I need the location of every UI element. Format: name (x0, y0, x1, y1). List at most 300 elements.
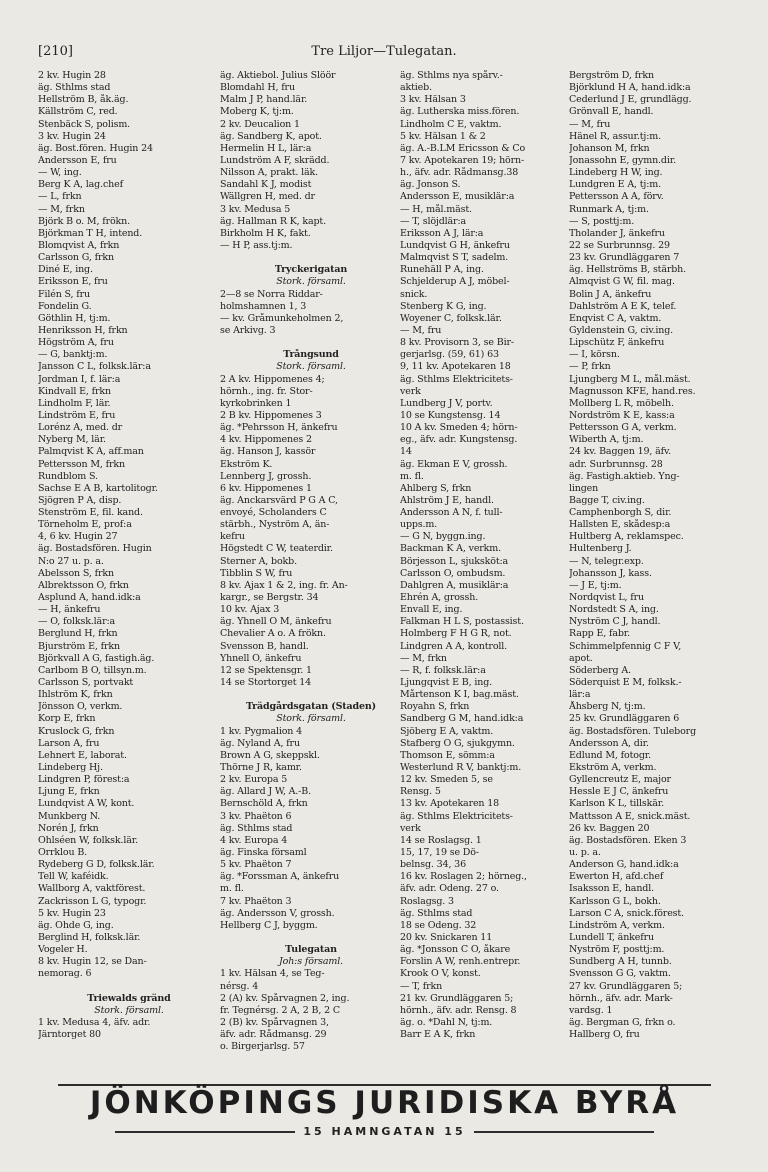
directory-entry: Schjelderup A J, möbel- (400, 276, 510, 288)
directory-entry: 4 kv. Europa 4 (220, 834, 288, 846)
spacer (220, 689, 402, 701)
directory-entry: 2 B kv. Hippomenes 3 (220, 409, 322, 421)
street-heading: Tryckerigatan (274, 264, 348, 276)
directory-entry: äg. Finska församl (220, 847, 307, 858)
directory-entry: Rydeberg G D, folksk.lär. (38, 859, 155, 871)
directory-entry: — P, frkn (569, 361, 611, 373)
parish-label: Stork. församl. (94, 1004, 164, 1016)
directory-entry: — kv. Gråmunkeholmen 2, (220, 312, 344, 324)
directory-entry: 2 kv. Europa 5 (220, 774, 288, 786)
directory-entry: Wallborg A, vaktförest. (38, 883, 146, 895)
parish-label: Stork. församl. (276, 361, 346, 373)
directory-entry: Berg K A, lag.chef (38, 179, 123, 191)
directory-entry: Bolin J A, änkefru (569, 288, 652, 300)
directory-entry: 8 kv. Hugin 12, se Dan- (38, 956, 147, 968)
directory-entry: aktieb. (400, 82, 432, 94)
directory-entry: Nilsson A, prakt. läk. (220, 167, 318, 179)
directory-entry: Runehäll P A, ing. (400, 264, 484, 276)
directory-entry: 3 kv. Hugin 24 (38, 130, 106, 142)
directory-entry: Berglund H, frkn (38, 628, 118, 640)
directory-entry: Lehnert E, laborat. (38, 749, 127, 761)
directory-entry: Palmqvist K A, aff.man (38, 446, 144, 458)
directory-entry: Björklund H A, hand.idk:a (569, 82, 691, 94)
directory-entry: Högstedt C W, teaterdir. (220, 543, 333, 555)
directory-entry: Svensson B, handl. (220, 640, 309, 652)
directory-entry: Lennberg J, grossh. (220, 470, 312, 482)
parish-label: Stork. församl. (276, 276, 346, 288)
directory-entry: Asplund A, hand.idk:a (38, 592, 141, 604)
directory-entry: Nordstedt S A, ing. (569, 604, 659, 616)
directory-entry: kyrkobrinken 1 (220, 397, 292, 409)
directory-columns (38, 70, 768, 1072)
directory-entry: Orrklou B. (38, 847, 88, 858)
directory-entry: 5 kv. Hälsan 1 & 2 (400, 130, 486, 142)
directory-entry: Moberg K, tj:m. (220, 106, 294, 118)
directory-entry: Johanson M, frkn (569, 142, 650, 154)
directory-entry: 6 kv. Hippomenes 1 (220, 482, 312, 494)
directory-entry: 3 kv. Hälsan 3 (400, 94, 466, 106)
directory-entry: 25 kv. Grundläggaren 6 (569, 713, 680, 725)
directory-entry: Börjesson L, sjuksköt:a (400, 555, 509, 567)
directory-entry: äg. Allard J W, A.-B. (220, 786, 311, 798)
directory-entry: Edlund M, fotogr. (569, 749, 651, 761)
directory-entry: äg. Bostadsfören. Hugin (38, 543, 152, 555)
directory-entry: äg. Andersson V, grossh. (220, 907, 335, 919)
directory-entry: Thörne J R, kamr. (220, 762, 302, 774)
directory-entry: — M, frkn (38, 203, 85, 215)
directory-entry: äg. *Forssman A, änkefru (220, 871, 340, 883)
directory-entry: Magnusson KFE, hand.res. (569, 385, 696, 397)
directory-entry: gerjarlsg. (59, 61) 63 (400, 349, 499, 361)
directory-entry: Fondelin G. (38, 300, 92, 312)
directory-entry: äg. Hallman R K, kapt. (220, 215, 326, 227)
directory-entry: äg. o. *Dahl N, tj:m. (400, 1016, 493, 1028)
directory-entry: Jordman I, f. lär:a (38, 373, 121, 385)
directory-entry: Söderquist E M, folksk.- (569, 677, 682, 689)
directory-entry: Malmqvist S T, sadelm. (400, 252, 509, 264)
directory-entry: 21 kv. Grundläggaren 5; (400, 992, 514, 1004)
directory-entry: Lundström A F, skrädd. (220, 154, 330, 166)
directory-entry: äg. Sthlms Elektricitets- (400, 373, 513, 385)
directory-entry: 22 se Surbrunnsg. 29 (569, 239, 670, 251)
directory-entry: äg. Lutherska miss.fören. (400, 106, 520, 118)
directory-entry: Thomson E, sömm:a (400, 749, 495, 761)
directory-entry: Sjögren P A, disp. (38, 494, 122, 506)
directory-entry: Diné E, ing. (38, 264, 93, 276)
address-left-rule (115, 1131, 295, 1133)
directory-entry: — S, posttj:m. (569, 215, 635, 227)
directory-entry: Filén S, fru (38, 288, 91, 300)
directory-entry: Carlbom B O, tillsyn.m. (38, 664, 147, 676)
directory-entry: 3 kv. Phaëton 6 (220, 810, 292, 822)
directory-entry: Jönsson O, verkm. (38, 701, 123, 713)
directory-entry: Krook O V, konst. (400, 968, 481, 980)
directory-entry: Lundgren E A, tj:m. (569, 179, 662, 191)
directory-entry: Tibblin S W, fru (220, 567, 293, 579)
directory-entry: Carlsson S, portvakt (38, 677, 134, 689)
directory-entry: äg. Sthlms stad (38, 82, 111, 94)
directory-entry: Grönvall E, handl. (569, 106, 654, 118)
directory-entry: Andersson E, fru (38, 154, 117, 166)
directory-entry: Bergström D, frkn (569, 70, 654, 81)
directory-entry: Hellberg C J, byggm. (220, 919, 318, 931)
directory-entry: äg. Ekman E V, grossh. (400, 458, 508, 470)
directory-entry: Almqvist G W, fil. mag. (569, 276, 675, 288)
directory-entry: Sandahl K J, modist (220, 179, 312, 191)
directory-entry: Holmberg F H G R, not. (400, 628, 512, 640)
address-right-rule (474, 1131, 654, 1133)
directory-entry: Norén J, frkn (38, 822, 99, 834)
directory-entry: äg. Hellströms B, stärbh. (569, 264, 687, 276)
directory-entry: äg. Sthlms Elektricitets- (400, 810, 513, 822)
directory-entry: — N, telegr.exp. (569, 555, 644, 567)
directory-entry: Anderson G, hand.idk:a (569, 859, 679, 871)
directory-entry: Lindeberg Hj. (38, 762, 103, 774)
directory-entry: — L, frkn (38, 191, 82, 203)
directory-entry: äg. Yhnell O M, änkefru (220, 616, 332, 628)
advertisement-address: 15 HAMNGATAN 15 (303, 1125, 466, 1138)
street-heading: Triewalds gränd (87, 992, 171, 1004)
directory-entry: 15, 17, 19 se Dö- (400, 847, 479, 858)
directory-entry: äg. Hanson J, kassör (220, 446, 316, 458)
directory-entry: hörnh., äfv. adr. Rensg. 8 (400, 1004, 517, 1016)
directory-entry: Kindvall E, frkn (38, 385, 111, 397)
street-heading: Trångsund (283, 349, 339, 361)
directory-entry: Roslagsg. 3 (400, 895, 454, 907)
directory-entry: äg. Anckarsvärd P G A C, (220, 494, 338, 506)
directory-entry: Bjurström E, frkn (38, 640, 120, 652)
directory-entry: äg. Bostadsfören. Tuleborg (569, 725, 696, 737)
directory-entry: Dahlström A E K, telef. (569, 300, 677, 312)
directory-entry: kefru (220, 531, 245, 543)
directory-entry: Ekström K. (220, 458, 273, 470)
directory-entry: Mårtenson K I, bag.mäst. (400, 689, 519, 701)
directory-entry: Nyström C J, handl. (569, 616, 661, 628)
directory-entry: Rapp E, fabr. (569, 628, 631, 640)
directory-entry: Ihlström K, frkn (38, 689, 113, 701)
directory-entry: — W, ing. (38, 167, 82, 179)
directory-entry: belnsg. 34, 36 (400, 859, 466, 871)
directory-entry: äg. Fastigh.aktieb. Yng- (569, 470, 680, 482)
directory-entry: Schimmelpfennig C F V, (569, 640, 682, 652)
directory-entry: Birkholm H K, fakt. (220, 227, 311, 239)
directory-entry: äg. Jonson S. (400, 179, 461, 191)
directory-entry: Stenberg K G, ing. (400, 300, 487, 312)
directory-entry: 5 kv. Phaëton 7 (220, 859, 292, 871)
directory-entry: äfv. adr. Odeng. 27 o. (400, 883, 499, 895)
directory-entry: 10 kv. Ajax 3 (220, 604, 280, 616)
directory-entry: Zackrisson L G, typogr. (38, 895, 147, 907)
directory-entry: Stenbäck S, polism. (38, 118, 131, 130)
directory-entry: hörnh., äfv. adr. Mark- (569, 992, 673, 1004)
directory-entry: Albrektsson O, frkn (38, 579, 129, 591)
directory-entry: äg. Sthlms nya spårv.- (400, 70, 503, 81)
directory-entry: Hellström B, åk.äg. (38, 94, 129, 106)
directory-entry: Enqvist C A, vaktm. (569, 312, 662, 324)
directory-entry: 7 kv. Phaëton 3 (220, 895, 292, 907)
directory-entry: Andersson A N, f. tull- (400, 507, 503, 519)
directory-entry: Blomdahl H, fru (220, 82, 295, 94)
directory-entry: Lindholm F, lär. (38, 397, 111, 409)
directory-entry: Woyener C, folksk.lär. (400, 312, 502, 324)
directory-entry: Lipschütz F, änkefru (569, 337, 665, 349)
directory-entry: eg., äfv. adr. Kungstensg. (400, 434, 518, 446)
directory-entry: Ljung E, frkn (38, 786, 100, 798)
directory-entry: Sjöberg E A, vaktm. (400, 725, 494, 737)
directory-entry: 14 se Roslagsg. 1 (400, 834, 482, 846)
directory-entry: kargr., se Bergstr. 34 (220, 592, 319, 604)
directory-entry: Tell W, kaféidk. (38, 871, 109, 883)
directory-entry: Abelsson S, frkn (38, 567, 114, 579)
column-3 (400, 70, 582, 1072)
directory-entry: Sachse E A B, kartolitogr. (38, 482, 158, 494)
directory-entry: äg. Sthlms stad (220, 822, 293, 834)
directory-entry: Lundberg J V, portv. (400, 397, 493, 409)
directory-entry: Lorénz A, med. dr (38, 422, 123, 434)
directory-entry: Isaksson E, handl. (569, 883, 654, 895)
directory-entry: Jansson C L, folksk.lär:a (38, 361, 151, 373)
directory-entry: Carlsson O, ombudsm. (400, 567, 506, 579)
directory-entry: äg. Bost.fören. Hugin 24 (38, 142, 153, 154)
directory-entry: Åhsberg N, tj:m. (569, 701, 646, 713)
directory-entry: Runmark A, tj:m. (569, 203, 649, 215)
directory-entry: se Arkivg. 3 (220, 324, 276, 336)
directory-entry: 1 kv. Hälsan 4, se Teg- (220, 968, 325, 980)
directory-entry: 7 kv. Apotekaren 19; hörn- (400, 154, 525, 166)
directory-entry: Berglind H, folksk.lär. (38, 931, 141, 943)
spacer (38, 981, 220, 993)
directory-entry: Nordqvist L, fru (569, 592, 644, 604)
directory-entry: Forslin A W, renh.entrepr. (400, 956, 521, 968)
directory-entry: Jonassohn E, gymn.dir. (569, 154, 676, 166)
directory-entry: äg. Bostadsfören. Eken 3 (569, 834, 687, 846)
directory-entry: Lindholm C E, vaktm. (400, 118, 502, 130)
directory-entry: Lindeberg H W, ing. (569, 167, 663, 179)
directory-entry: Bernschöld A, frkn (220, 798, 308, 810)
directory-entry: Ohlséen W, folksk.lär. (38, 834, 138, 846)
directory-entry: 23 kv. Grundläggaren 7 (569, 252, 680, 264)
directory-entry: Lindgren P, förest:a (38, 774, 130, 786)
directory-entry: Blomqvist A, frkn (38, 239, 120, 251)
directory-entry: Björkman T H, intend. (38, 227, 143, 239)
directory-entry: Barr E A K, frkn (400, 1029, 476, 1041)
directory-entry: äg. A.-B.LM Ericsson & Co (400, 142, 526, 154)
directory-entry: Lindström A, verkm. (569, 919, 665, 931)
advertisement-address-line (38, 1124, 731, 1140)
directory-entry: Carlsson G, frkn (38, 252, 114, 264)
directory-entry: Ljungqvist E B, ing. (400, 677, 493, 689)
directory-entry: — T, slöjdlär:a (400, 215, 467, 227)
directory-entry: Hallberg O, fru (569, 1029, 640, 1041)
directory-entry: Stenström E, fil. kand. (38, 507, 143, 519)
directory-entry: Ahlberg S, frkn (400, 482, 472, 494)
directory-entry: äg. Sandberg K, apot. (220, 130, 322, 142)
street-heading: Trädgårdsgatan (Staden) (245, 701, 377, 713)
directory-entry: Backman K A, verkm. (400, 543, 502, 555)
directory-entry: 2 (A) kv. Spårvagnen 2, ing. (220, 992, 350, 1004)
parish-label: Joh:s församl. (278, 956, 344, 968)
directory-entry: äg. *Jonsson C O, åkare (400, 944, 511, 956)
directory-entry: — M, fru (569, 118, 611, 130)
directory-entry: Yhnell O, änkefru (220, 652, 302, 664)
directory-entry: Eriksson A J, lär:a (400, 227, 484, 239)
directory-entry: m. fl. (220, 883, 244, 895)
directory-entry: Lundqvist A W, kont. (38, 798, 135, 810)
street-heading: Tulegatan (285, 944, 337, 956)
directory-entry: snick. (400, 288, 428, 300)
directory-entry: 16 kv. Roslagen 2; hörneg., (400, 871, 527, 883)
directory-entry: 14 se Stortorget 14 (220, 677, 312, 689)
directory-entry: Chevalier A o. A frökn. (220, 628, 326, 640)
directory-entry: Nordström K E, kass:a (569, 409, 675, 421)
directory-entry: äg. *Pehrsson H, änkefru (220, 422, 338, 434)
directory-entry: stärbh., Nyström A, än- (220, 519, 330, 531)
directory-entry: 12 kv. Smeden 5, se (400, 774, 493, 786)
advertisement-title: JÖNKÖPINGS JURIDISKA BYRÅ (89, 1085, 680, 1121)
directory-entry: o. Birgerjarlsg. 57 (220, 1041, 305, 1053)
directory-entry: 9, 11 kv. Apotekaren 18 (400, 361, 511, 373)
directory-entry: Pettersson M, frkn (38, 458, 125, 470)
directory-entry: Svensson G G, vaktm. (569, 968, 671, 980)
directory-entry: Göthlin H, tj:m. (38, 312, 111, 324)
column-4 (569, 70, 751, 1072)
directory-entry: Envall E, ing. (400, 604, 463, 616)
directory-entry: 2 kv. Hugin 28 (38, 70, 106, 81)
directory-entry: holmshamnen 1, 3 (220, 300, 307, 312)
directory-entry: Andersson E, musiklär:a (400, 191, 515, 203)
directory-entry: 8 kv. Provisorn 3, se Bir- (400, 337, 514, 349)
directory-entry: Törneholm E, prof:a (38, 519, 132, 531)
directory-entry: Sandberg G M, hand.idk:a (400, 713, 524, 725)
directory-entry: Mattsson A E, snick.mäst. (569, 810, 691, 822)
directory-entry: verk (400, 385, 421, 397)
directory-entry: Karlson K L, tillskär. (569, 798, 664, 810)
page-header (38, 44, 730, 64)
directory-entry: Ljungberg M L, mål.mäst. (569, 373, 691, 385)
directory-entry: Mollberg L R, möbelh. (569, 397, 674, 409)
directory-entry: — H, mål.mäst. (400, 203, 472, 215)
directory-entry: Källström C, red. (38, 106, 118, 118)
advertisement-banner (38, 1072, 731, 1172)
spacer (220, 337, 402, 349)
directory-entry: Pettersson G A, verkm. (569, 422, 677, 434)
directory-entry: Lindgren A A, kontroll. (400, 640, 508, 652)
directory-entry: Hänel R, assur.tj:m. (569, 130, 661, 142)
directory-entry: äg. Ohde G, ing. (38, 919, 114, 931)
directory-entry: Björk B o. M, frökn. (38, 215, 130, 227)
directory-entry: 18 se Odeng. 32 (400, 919, 477, 931)
directory-entry: Vogeler H. (38, 944, 88, 956)
directory-entry: Lundell T, änkefru (569, 931, 654, 943)
directory-entry: Hultberg A, reklamspec. (569, 531, 684, 543)
directory-entry: Eriksson E, fru (38, 276, 108, 288)
directory-entry: Stafberg O G, sjukgymn. (400, 737, 515, 749)
directory-entry: 24 kv. Baggen 19, äfv. (569, 446, 671, 458)
directory-entry: 1 kv. Medusa 4, äfv. adr. (38, 1016, 151, 1028)
directory-entry: Brown A G, skeppskl. (220, 749, 320, 761)
directory-entry: vardsg. 1 (569, 1004, 613, 1016)
directory-entry: äg. Bergman G, frkn o. (569, 1016, 676, 1028)
directory-entry: Westerlund R V, banktj:m. (400, 762, 522, 774)
directory-entry: Högström A, fru (38, 337, 114, 349)
directory-entry: lär:a (569, 689, 591, 701)
directory-entry: fr. Tegnérsg. 2 A, 2 B, 2 C (220, 1004, 340, 1016)
directory-entry: 14 (400, 446, 412, 458)
directory-entry: Hallsten E, skådesp:a (569, 519, 671, 531)
directory-entry: Bagge T, civ.ing. (569, 494, 645, 506)
directory-entry: Johansson J, kass. (569, 567, 652, 579)
parish-label: Stork. församl. (276, 713, 346, 725)
directory-entry: — T, frkn (400, 980, 443, 992)
directory-entry: adr. Surbrunnsg. 28 (569, 458, 663, 470)
directory-entry: Henriksson H, frkn (38, 324, 128, 336)
directory-entry: 2 (B) kv. Spårvagnen 3, (220, 1016, 329, 1028)
column-1 (38, 70, 220, 1072)
directory-entry: — G, banktj:m. (38, 349, 108, 361)
directory-entry: Andersson A, dir. (569, 737, 649, 749)
directory-entry: 3 kv. Medusa 5 (220, 203, 291, 215)
directory-entry: 4, 6 kv. Hugin 27 (38, 531, 118, 543)
directory-entry: Kruslock G, frkn (38, 725, 115, 737)
directory-entry: Gyldenstein G, civ.ing. (569, 324, 674, 336)
directory-entry: 2—8 se Norra Riddar- (220, 288, 323, 300)
directory-entry: Hermelin H L, lär:a (220, 142, 312, 154)
directory-entry: Larson C A, snick.förest. (569, 907, 684, 919)
directory-entry: Munkberg N. (38, 810, 101, 822)
directory-entry: Ekström A, verkm. (569, 762, 657, 774)
directory-entry: — M, fru (400, 324, 442, 336)
directory-entry: Rensg. 5 (400, 786, 441, 798)
page-title: Tre Liljor—Tulegatan. (311, 44, 457, 59)
directory-entry: m. fl. (400, 470, 424, 482)
directory-entry: Karlsson G L, bokh. (569, 895, 661, 907)
directory-entry: 27 kv. Grundläggaren 5; (569, 980, 683, 992)
directory-entry: Järntorget 80 (38, 1029, 101, 1041)
directory-entry: Wällgren H, med. dr (220, 191, 315, 203)
directory-entry: Pettersson A A, förv. (569, 191, 664, 203)
directory-entry: Tholander J, änkefru (569, 227, 665, 239)
directory-entry: 10 A kv. Smeden 4; hörn- (400, 422, 518, 434)
directory-entry: Nyberg M, lär. (38, 434, 106, 446)
directory-entry: Lindström E, fru (38, 409, 116, 421)
directory-entry: Royahn S, frkn (400, 701, 470, 713)
directory-entry: Sundberg A H, tunnb. (569, 956, 672, 968)
directory-entry: Nyström F, posttj:m. (569, 944, 665, 956)
directory-entry: upps.m. (400, 519, 438, 531)
directory-entry: — O, folksk.lär:a (38, 616, 116, 628)
directory-entry: — J E, tj:m. (569, 579, 622, 591)
directory-entry: 12 se Spektensgr. 1 (220, 664, 312, 676)
directory-entry: Gyllencreutz E, major (569, 774, 671, 786)
directory-entry: Malm J P, hand.lär. (220, 94, 308, 106)
directory-entry: envoyé, Scholanders C (220, 507, 327, 519)
directory-entry: h., äfv. adr. Rådmansg.38 (400, 167, 519, 179)
directory-entry: — I, körsn. (569, 349, 620, 361)
directory-entry: Wiberth A, tj:m. (569, 434, 644, 446)
directory-entry: nemorag. 6 (38, 968, 92, 980)
directory-entry: Ahlström J E, handl. (400, 494, 494, 506)
directory-entry: äg. Nyland A, fru (220, 737, 300, 749)
directory-entry: Hultenberg J. (569, 543, 632, 555)
directory-entry: 2 A kv. Hippomenes 4; (220, 373, 325, 385)
directory-entry: Ewerton H, afd.chef (569, 871, 664, 883)
directory-entry: 1 kv. Pygmalion 4 (220, 725, 303, 737)
spacer (220, 932, 402, 944)
directory-entry: Falkman H L S, postassist. (400, 616, 524, 628)
directory-entry: 10 se Kungstensg. 14 (400, 409, 501, 421)
directory-entry: äg. Sthlms stad (400, 907, 473, 919)
directory-entry: Sterner A, bokb. (220, 555, 297, 567)
